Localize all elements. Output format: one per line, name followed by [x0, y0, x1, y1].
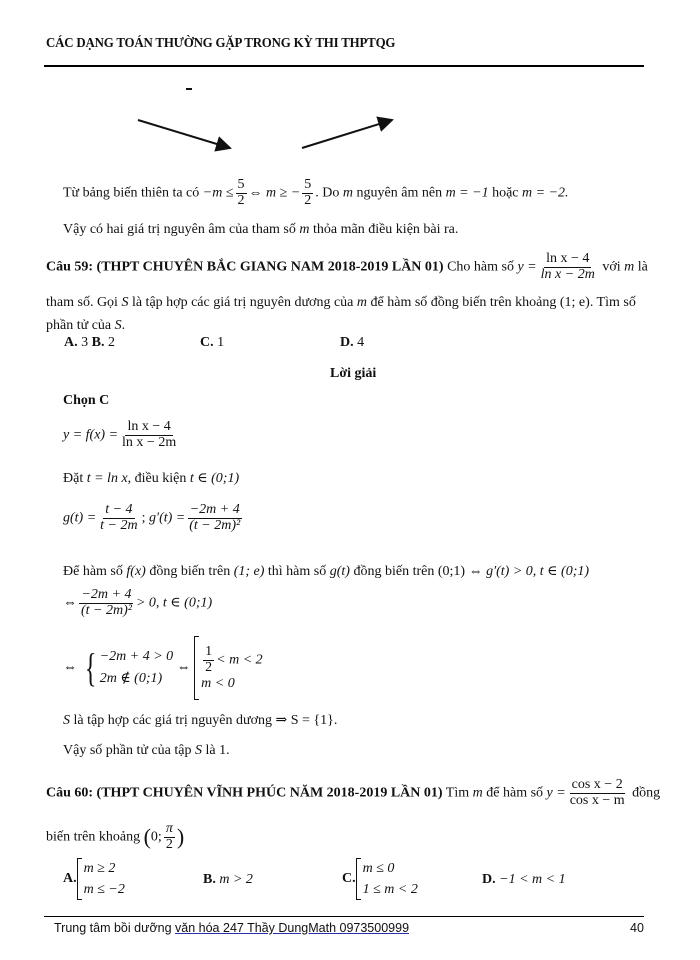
fraction: $\frac{5}{2}$ [304, 177, 312, 208]
q60-statement-line1: Câu 60: (THPT CHUYÊN VĨNH PHÚC NĂM 2018-2019 LẦN 01) Tìm m để hàm số y = $\frac{\text{cos x − 2}}{\text{cos x − m}}$ đồng [46, 777, 661, 808]
text: phần tử của [46, 318, 112, 333]
text: tham số. Gọi [46, 295, 118, 310]
math-expr: ⇔ m ≥ − [248, 185, 301, 201]
text: thỏa mãn điều kiện bài ra. [313, 222, 459, 237]
math-expr: (1; e) [559, 295, 590, 310]
text: . Tìm số [589, 295, 636, 310]
conclusion-count: Vậy số phần tử của tập S là 1. [63, 743, 230, 758]
math-expr: y = [517, 259, 537, 275]
q59-statement-line2 [46, 295, 636, 311]
math-var: m [342, 185, 354, 201]
monotonic-condition: Để hàm số f(x) đồng biến trên (1; e) thì hàm số g(t) đồng biến trên (0;1) ⇔ g′(t) > 0, t ∈ (0;1) [63, 564, 590, 579]
text: Vậy có hai giá trị nguyên âm của tham số [63, 222, 296, 237]
text: để hàm số đồng biến trên khoảng [370, 295, 557, 310]
math-var: S [121, 295, 129, 310]
function-definition: y = f(x) = $\frac{\text{ln x − 4}}{\text{ln x − 2m}}$ [63, 419, 177, 450]
footer-link[interactable]: văn hóa 247 Thầy DungMath 0973500999 [175, 921, 410, 935]
page-number: 40 [630, 921, 644, 935]
footer-prefix: Trung tâm bồi dưỡng [54, 921, 176, 935]
system-of-conditions: ⇔ { −2m + 4 > 0 2m ∉ (0;1) ⇔ $\frac{1}{2}$ < m < 2 m < 0 [63, 636, 263, 700]
math-expr: −m ≤ [202, 185, 234, 201]
text: là tập hợp các giá trị nguyên dương của [131, 295, 354, 310]
q60-option-a: A. m ≥ 2 m ≤ −2 [63, 858, 125, 900]
fraction: $\frac{\text{ln x − 4}}{\text{ln x − 2m}}$ [540, 251, 595, 282]
text: Từ bảng biến thiên ta có [63, 185, 200, 201]
text: hoặc [492, 185, 519, 201]
q59-statement-line3 [46, 318, 125, 334]
q59-option-c: C. 1 [200, 335, 225, 350]
text: là [637, 259, 648, 275]
math-var: S [114, 318, 122, 333]
substitution-line: Đặt t = ln x, điều kiện t ∈ (0;1) [63, 471, 240, 486]
question-label: Câu 60: (THPT CHUYÊN VĨNH PHÚC NĂM 2018-2019 LẦN 01) [46, 785, 443, 801]
math-var: m [624, 259, 635, 275]
question-label: Câu 59: (THPT CHUYÊN BẮC GIANG NAM 2018-2019 LẦN 01) [46, 259, 444, 275]
footer-divider [44, 916, 644, 917]
conclusion-set: S là tập hợp các giá trị nguyên dương ⇒ S = {1}. [63, 713, 338, 728]
footer-text [54, 921, 409, 935]
text: nguyên âm nên [356, 185, 443, 201]
fraction: $\frac{5}{2}$ [237, 177, 245, 208]
math-expr: m = −1 [445, 185, 489, 201]
math-var: m [299, 222, 310, 237]
text: . [121, 318, 126, 333]
text: với [602, 259, 621, 275]
q60-option-c: C. m ≤ 0 1 ≤ m < 2 [342, 858, 418, 900]
solution-title: Lời giải [330, 366, 377, 381]
math-var: m [356, 295, 368, 310]
text: Cho hàm số [447, 259, 514, 275]
text: . Do [315, 185, 340, 201]
chosen-answer: Chọn C [63, 393, 110, 408]
q60-statement-line2: biến trên khoảng (0; $\frac{\pi}{2}$ ) [46, 821, 185, 852]
q60-option-b: B. m > 2 [203, 872, 253, 887]
derivative-inequality: ⇔ $\frac{-2m + 4}{\text{(t − 2m)²}}$ > 0, t ∈ (0;1) [63, 587, 213, 618]
q59-option-d: D. 4 [340, 335, 365, 350]
q59-option-a: A. 3 B. 2 [64, 335, 115, 350]
prev-solution-line1 [63, 178, 569, 208]
variation-arrows [0, 0, 700, 160]
g-and-derivative: g(t) = $\frac{t - 4}{t - 2m}$ ; g′(t) = $\frac{-2m + 4}{\text{(t − 2m)²}}$ [63, 502, 241, 533]
q60-option-d: D. −1 < m < 1 [482, 872, 566, 887]
math-expr: m = −2. [522, 185, 569, 201]
page-header-title: CÁC DẠNG TOÁN THƯỜNG GẶP TRONG KỲ THI THPTQG [46, 36, 396, 51]
prev-solution-line2 [63, 222, 458, 238]
q59-statement-line1 [46, 252, 648, 282]
